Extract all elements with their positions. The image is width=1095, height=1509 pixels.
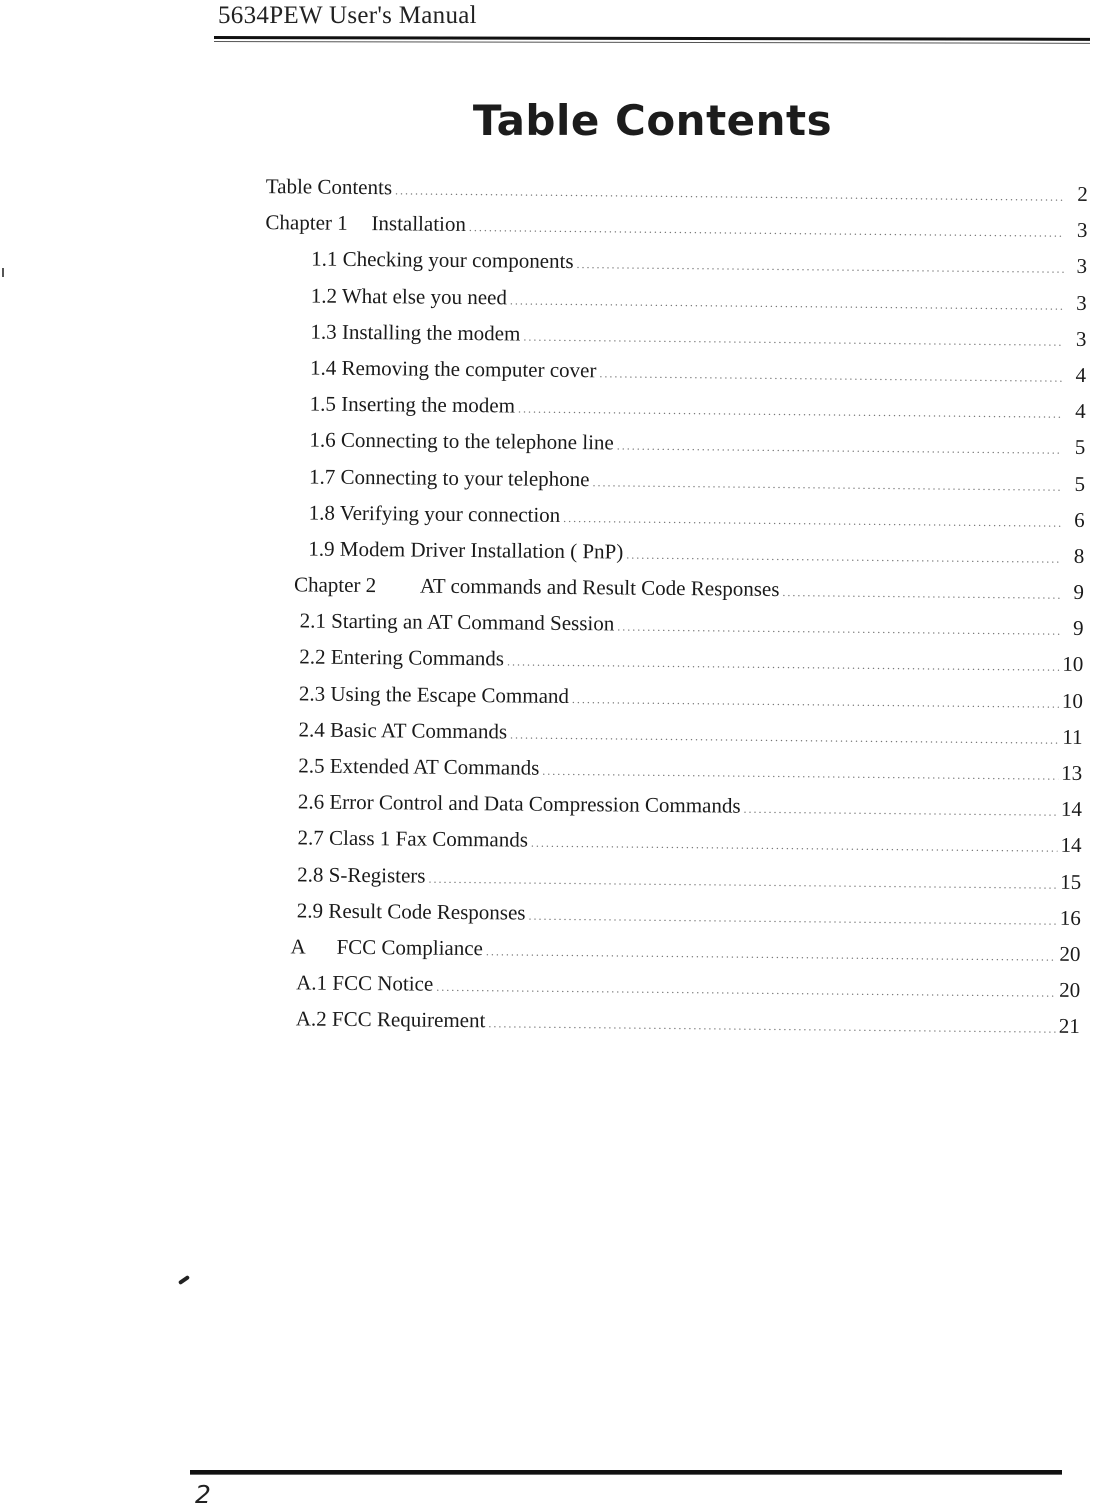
toc-entry-page: 3 bbox=[1076, 218, 1088, 243]
toc-entry-label bbox=[296, 1001, 486, 1039]
toc-entry-label bbox=[299, 603, 614, 642]
toc-entry-label bbox=[294, 566, 780, 607]
dot-leader bbox=[507, 644, 1060, 685]
dot-leader bbox=[486, 933, 1057, 974]
page-number: 2 bbox=[195, 1480, 211, 1509]
toc-entry-page: 10 bbox=[1062, 652, 1084, 677]
toc-entry-label bbox=[298, 784, 741, 824]
toc-entry-prefix: Chapter 1 bbox=[265, 210, 348, 236]
toc-entry-page: 2 bbox=[1077, 181, 1088, 206]
toc-entry-page: 4 bbox=[1075, 398, 1086, 424]
toc-entry-page: 11 bbox=[1062, 724, 1083, 749]
toc-entry-label bbox=[299, 639, 504, 677]
dot-leader bbox=[488, 1006, 1056, 1047]
toc-entry-page: 5 bbox=[1074, 471, 1086, 496]
toc-entry-label bbox=[309, 458, 590, 497]
toc-entry-page: 14 bbox=[1060, 833, 1082, 858]
dot-leader bbox=[436, 969, 1056, 1011]
header-rule bbox=[214, 36, 1090, 44]
toc-entry-text: 2.3 Using the Escape Command bbox=[298, 681, 570, 708]
toc-entry-text: 2.9 Result Code Responses bbox=[296, 898, 526, 925]
dot-leader bbox=[528, 897, 1057, 938]
page-title: Table Contents bbox=[472, 96, 833, 145]
toc-entry-page: 21 bbox=[1058, 1014, 1080, 1039]
running-header: 5634PEW User's Manual bbox=[218, 2, 477, 29]
toc-entry-text: 1.2 What else you need bbox=[310, 283, 508, 309]
toc-entry-text: 2.4 Basic AT Commands bbox=[298, 717, 508, 744]
toc-entry-page: 6 bbox=[1074, 507, 1085, 532]
toc-entry-page: 5 bbox=[1074, 435, 1086, 460]
toc-entry-label bbox=[310, 313, 520, 351]
toc-entry-label bbox=[308, 530, 623, 569]
toc-entry-text: Table Contents bbox=[265, 174, 393, 200]
toc-entry-text: 1.8 Verifying your connection bbox=[308, 500, 561, 527]
dot-leader bbox=[395, 172, 1065, 214]
toc-entry-text: 2.1 Starting an AT Command Session bbox=[299, 608, 615, 636]
dot-leader bbox=[743, 791, 1058, 830]
toc-entry-label bbox=[296, 965, 433, 1002]
toc-entry-label bbox=[290, 928, 483, 966]
toc-entry-page: 13 bbox=[1061, 760, 1083, 785]
toc-entry-label bbox=[297, 820, 528, 858]
toc-entry-text: 2.8 S-Registers bbox=[297, 861, 426, 888]
toc-entry-text: 1.9 Modem Driver Installation ( PnP) bbox=[308, 536, 624, 564]
toc-entry-label bbox=[310, 349, 597, 388]
toc-entry-text: A.1 FCC Notice bbox=[296, 970, 434, 996]
toc-entry-page: 15 bbox=[1060, 869, 1082, 894]
toc-entry-label bbox=[310, 386, 516, 424]
toc-entry-label bbox=[309, 422, 614, 461]
dot-leader bbox=[572, 681, 1059, 722]
scan-artifact bbox=[2, 268, 4, 277]
toc-entry-label bbox=[297, 892, 526, 930]
footer-rule bbox=[190, 1470, 1062, 1475]
toc-entry-text: FCC Compliance bbox=[336, 934, 484, 961]
table-of-contents bbox=[250, 168, 1088, 1044]
dot-leader bbox=[523, 318, 1063, 359]
toc-entry-page: 8 bbox=[1073, 543, 1085, 568]
toc-entry-text: A.2 FCC Requirement bbox=[295, 1006, 486, 1033]
toc-entry-page: 9 bbox=[1073, 616, 1084, 641]
toc-entry-prefix: Chapter 2 bbox=[293, 572, 377, 598]
dot-leader bbox=[510, 282, 1064, 323]
toc-entry-label bbox=[309, 494, 561, 532]
toc-entry-label bbox=[298, 711, 507, 749]
dot-leader bbox=[563, 500, 1062, 541]
toc-entry-page: 16 bbox=[1059, 905, 1081, 930]
toc-entry-page: 14 bbox=[1060, 796, 1082, 822]
toc-entry-page: 3 bbox=[1076, 290, 1087, 315]
toc-entry-label bbox=[266, 168, 393, 205]
dot-leader bbox=[510, 716, 1060, 757]
toc-entry-text: 1.5 Inserting the modem bbox=[309, 391, 516, 418]
toc-entry-text: 1.1 Checking your components bbox=[311, 246, 574, 274]
toc-entry-page: 10 bbox=[1061, 688, 1084, 713]
toc-entry-text: 1.3 Installing the modem bbox=[310, 319, 521, 346]
toc-entry-text: 2.7 Class 1 Fax Commands bbox=[297, 825, 529, 852]
toc-entry-page: 4 bbox=[1075, 362, 1087, 387]
toc-entry-page: 9 bbox=[1073, 579, 1085, 605]
toc-entry-label bbox=[311, 241, 574, 280]
scan-artifact bbox=[178, 1275, 190, 1285]
toc-entry-text: 1.7 Connecting to your telephone bbox=[308, 464, 590, 491]
toc-entry-label bbox=[299, 675, 569, 714]
toc-entry-page: 20 bbox=[1059, 977, 1081, 1003]
toc-entry-label bbox=[298, 747, 539, 785]
dot-leader bbox=[617, 609, 1061, 649]
toc-entry-text: 2.6 Error Control and Data Compression Commands bbox=[297, 789, 741, 818]
toc-entry-text: 2.2 Entering Commands bbox=[299, 644, 505, 671]
dot-leader bbox=[782, 574, 1061, 613]
dot-leader bbox=[576, 246, 1064, 287]
dot-leader bbox=[599, 355, 1063, 395]
dot-leader bbox=[531, 825, 1058, 866]
toc-entry-page: 3 bbox=[1076, 254, 1088, 279]
toc-entry-page: 20 bbox=[1059, 941, 1081, 966]
toc-entry-text: Installation bbox=[371, 211, 467, 237]
toc-entry-text: 2.5 Extended AT Commands bbox=[298, 753, 540, 780]
toc-entry-prefix: A bbox=[290, 934, 306, 959]
toc-entry-page: 3 bbox=[1075, 326, 1087, 351]
toc-entry-text: 1.6 Connecting to the telephone line bbox=[309, 427, 614, 455]
toc-entry-label bbox=[297, 856, 426, 893]
dot-leader bbox=[592, 464, 1062, 505]
dot-leader bbox=[617, 428, 1063, 468]
toc-entry-label bbox=[311, 277, 507, 315]
toc-entry-text: 1.4 Removing the computer cover bbox=[309, 355, 597, 383]
toc-entry-text: AT commands and Result Code Responses bbox=[419, 573, 780, 602]
toc-entry-label bbox=[265, 204, 466, 242]
